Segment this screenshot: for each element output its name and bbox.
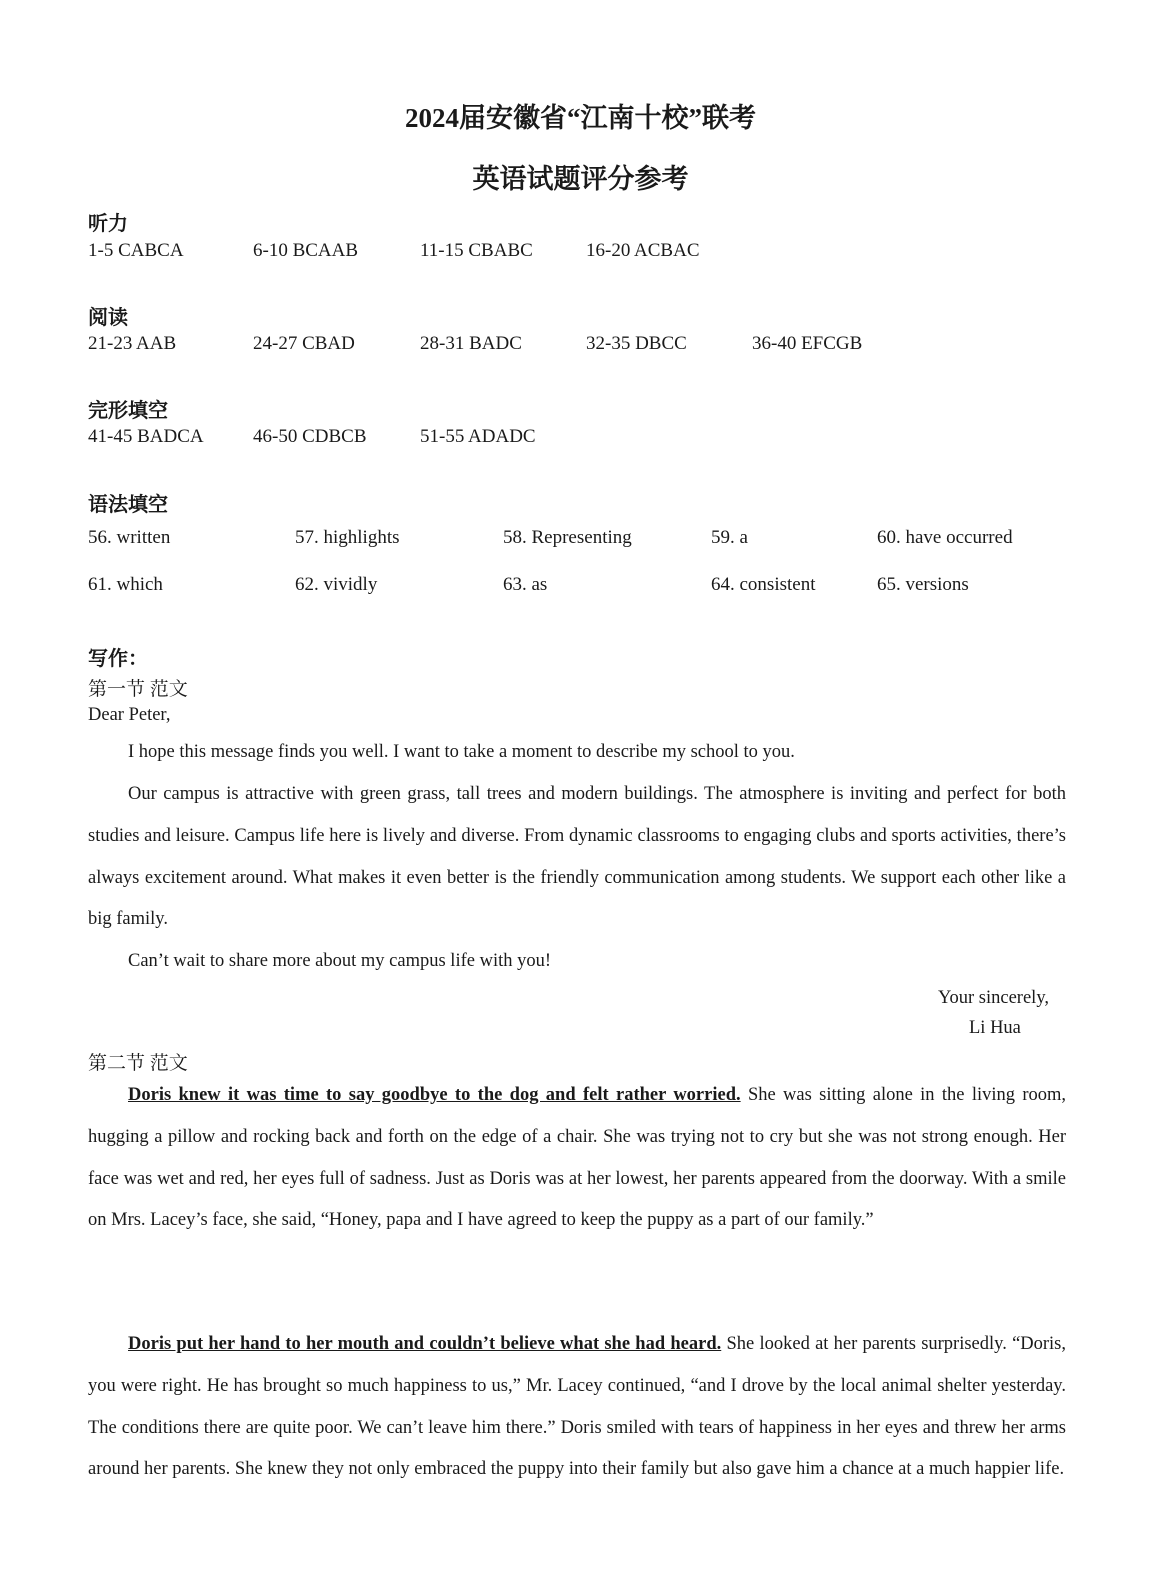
listening-label: 听力 [88,213,128,235]
cloze-label: 完形填空 [88,400,168,422]
grammar-answer-63: 63. as [503,574,548,595]
letter-paragraph-1: I hope this message finds you well. I want to take a moment to describe my school to you. [128,742,795,762]
page-subtitle: 英语试题评分参考 [472,164,689,194]
story-lead-sentence-2: Doris put her hand to her mouth and couldn’t believe what she had heard. [128,1334,722,1354]
writing-part2-heading: 第二节 范文 [88,1053,188,1074]
letter-paragraph-3: Can’t wait to share more about my campus life with you! [128,951,552,971]
story-paragraph-1: Doris knew it was time to say goodbye to the dog and felt rather worried. She was sitting alone in the living room, hugging a pillow and rocking back and forth on the edge of a chair. She was trying not to cry but she was not strong enough. Her face was wet and red, her eyes full of sadness. Just as Doris was at her lowest, her parents appeared from the doorway. With a smile on Mrs. Lacey’s face, she said, “Honey, papa and I have agreed to keep the puppy as a part of our family.” [88,1085,1066,1231]
writing-part1-heading: 第一节 范文 [88,679,188,700]
grammar-answer-56: 56. written [88,527,171,548]
cloze-answers-1: 41-45 BADCA [88,426,204,447]
letter-closing: Your sincerely, [938,988,1049,1008]
letter-signature: Li Hua [969,1018,1021,1038]
grammar-answer-65: 65. versions [877,574,969,595]
letter-paragraph-2: Our campus is attractive with green grass, tall trees and modern buildings. The atmosphere is inviting and perfect for both studies and leisure. Campus life here is lively and diverse. From dynamic classrooms to engaging clubs and sports activities, there’s always excitement around. What makes it even better is the friendly communication among students. We support each other like a big family. [88,784,1066,930]
listening-answers-1: 1-5 CABCA [88,240,184,261]
page-title: 2024届安徽省“江南十校”联考 [405,103,756,133]
listening-answers-2: 6-10 BCAAB [253,240,359,261]
grammar-label: 语法填空 [88,494,168,516]
reading-answers-3: 28-31 BADC [420,333,522,354]
cloze-answers-3: 51-55 ADADC [420,426,536,447]
grammar-answer-62: 62. vividly [295,574,378,595]
grammar-answer-60: 60. have occurred [877,527,1013,548]
story-paragraph-2: Doris put her hand to her mouth and couldn’t believe what she had heard. She looked at her parents surprisedly. “Doris, you were right. He has brought so much happiness to us,” Mr. Lacey continued, “and I drove by the local animal shelter yesterday. The conditions there are quite poor. We can’t leave him there.” Doris smiled with tears of happiness in her eyes and threw her arms around her parents. She knew they not only embraced the puppy into their family but also gave him a chance at a much happier life. [88,1334,1067,1480]
listening-answers-4: 16-20 ACBAC [586,240,700,261]
cloze-answers-2: 46-50 CDBCB [253,426,367,447]
grammar-answer-58: 58. Representing [503,527,632,548]
reading-answers-5: 36-40 EFCGB [752,333,863,354]
listening-answers-3: 11-15 CBABC [420,240,533,261]
grammar-answer-64: 64. consistent [711,574,816,595]
grammar-answer-59: 59. a [711,527,748,548]
grammar-answer-61: 61. which [88,574,163,595]
reading-label: 阅读 [88,307,128,329]
story-lead-sentence-1: Doris knew it was time to say goodbye to the dog and felt rather worried. [128,1085,741,1105]
letter-salutation: Dear Peter, [88,705,171,725]
grammar-answer-57: 57. highlights [295,527,400,548]
reading-answers-4: 32-35 DBCC [586,333,687,354]
reading-answers-1: 21-23 AAB [88,333,177,354]
reading-answers-2: 24-27 CBAD [253,333,355,354]
writing-label: 写作： [88,648,148,670]
